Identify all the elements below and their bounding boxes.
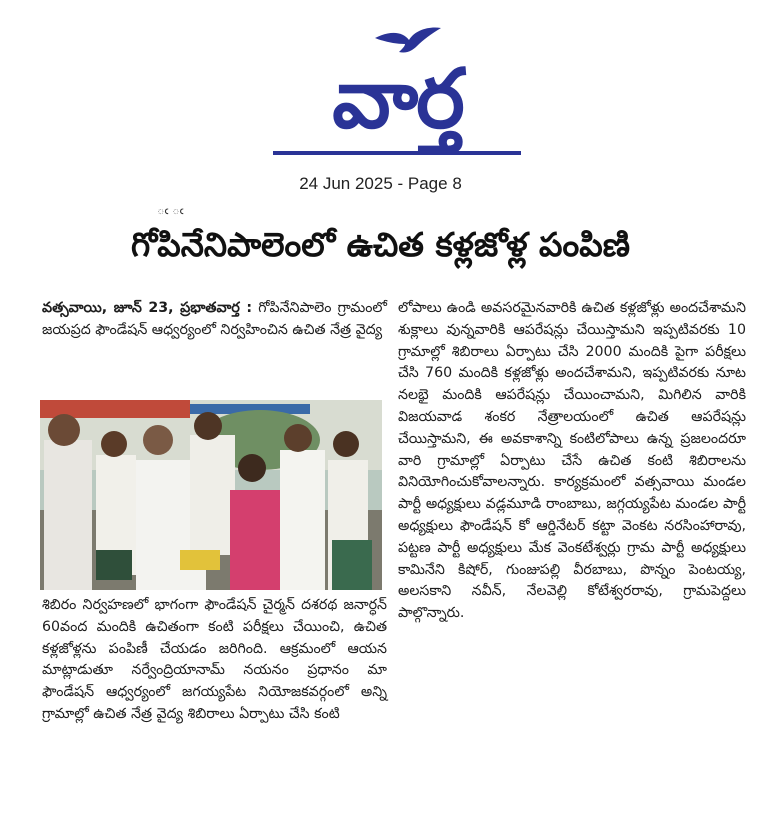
- masthead-logo: [265, 22, 530, 162]
- eye-camp-photo: [40, 400, 382, 590]
- article-column-right: లోపాలు ఉండి అవసరమైనవారికి ఉచిత కళ్లజోళ్లు అందచేశామని శుక్లాలు వున్నవారికి ఆపరేషన్లు చేయిస్తామని ఇప్పటివరకు 10 గ్రామాల్లో శిబిరాలు ఏర్పాటు చేసి 2000 మందికి పైగా పరీక్షలు చేసి 760 మందికి కళ్లజోళ్లు అందచేశామని, ఇప్పటివరకు నూట నలభై మందికి ఆపరేషన్లు చేయించామని, మిగిలిన వారికి విజయవాడ శంకర నేత్రాలయంలో ఉచిత ఆపరేషన్లు చేయిస్తామని, ఈ అవకాశాన్ని కంటిలోపాలు ఉన్న ప్రజలందరూ వారి గ్రామాల్లో ఏర్పాటు చేసే ఉచిత కంటి శిబిరాలను వినియోగించుకోవాలన్నారు. కార్యక్రమంలో వత్సవాయి మండల పార్టీ అధ్యక్షులు వడ్లమూడి రాంబాబు, జగ్గయ్యపేట మండల పార్టీ అధ్యక్షులు ఫౌండేషన్ కో ఆర్డినేటర్ కట్టా వెంకట నరసింహారావు, పట్టణ పార్టీ అధ్యక్షులు మేక వెంకటేశ్వర్లు గ్రామ పార్టీ అధ్యక్షులు కామినేని కిషోర్, గుంజుపల్లి వీరబాబు, పొన్నం పెంటయ్య, అలసకాని నవీన్, నేలవెల్లి కోటేశ్వరరావు, గ్రామపెద్దలు పాల్గొన్నారు.: [398, 300, 746, 622]
- logo-underline: [273, 151, 521, 155]
- headline-marks: ఁ ఁ: [157, 203, 184, 218]
- dateline: 24 Jun 2025 - Page 8: [299, 174, 462, 193]
- article-left-top-text: గోపినేనిపాలెం గ్రామంలో జయప్రద ఫౌండేషన్ ఆధ్వర్యంలో నిర్వహించిన ఉచిత నేత్ర వైద్య: [42, 300, 388, 338]
- article-column-left-top: [42, 298, 387, 342]
- headline: గోపినేనిపాలెంలో ఉచిత కళ్లజోళ్ల పంపిణి: [131, 225, 630, 264]
- article-lead: వత్సవాయి, జూన్ 23, ప్రభాతవార్త :: [42, 300, 253, 316]
- article-column-left-bottom: శిబిరం నిర్వహణలో భాగంగా ఫౌండేషన్ చైర్మన్ దశరథ జనార్ధన్ 60వంద మందికి ఉచితంగా కంటి పరీక్షలు చేయించి, ఉచిత కళ్లజోళ్లను పంపిణీ చేయడం జరిగింది. ఆక్రమంలో ఆయన మాట్లాడుతూ నర్వేంద్రియానామ్ నయనం ప్రధానం మా ఫౌండేషన్ ఆధ్వర్యంలో జగయ్యపేట నియోజకవర్గంలో అన్ని గ్రామాల్లో ఉచిత నేత్ర వైద్య శిబిరాలు ఏర్పాటు చేసి కంటి: [42, 597, 387, 722]
- logo-text: వార్త: [332, 52, 463, 147]
